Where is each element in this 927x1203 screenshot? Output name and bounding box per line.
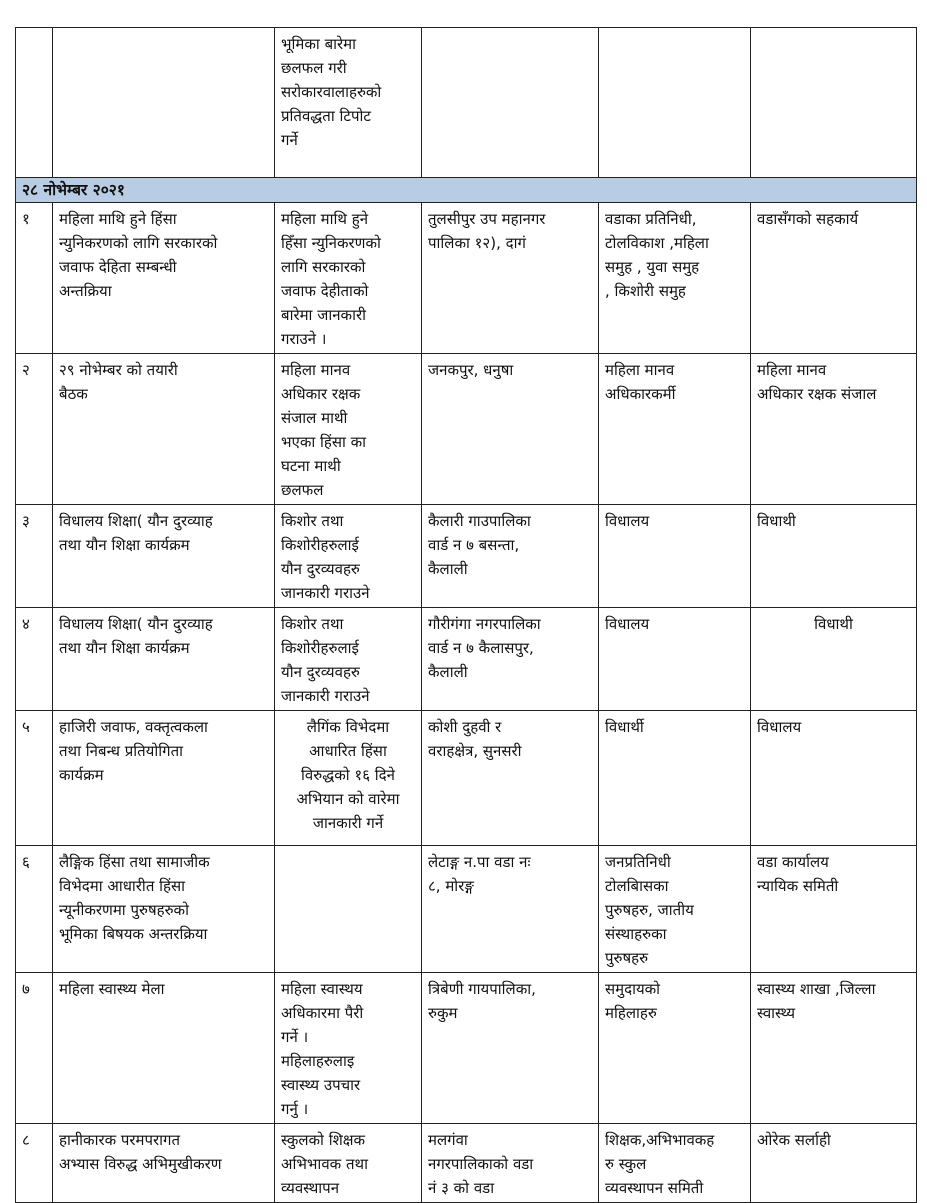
cell-activity: महिला स्वास्थ्य मेला: [53, 973, 275, 1124]
cell-location: मलगंवा नगरपालिकाको वडा नं ३ को वडा: [422, 1124, 599, 1203]
table-row: [16, 354, 917, 505]
activity-table: [15, 27, 917, 1203]
cell-participants: महिला मानव अधिकारकर्मी: [599, 354, 751, 505]
table-row: [16, 1124, 917, 1203]
table-row: [16, 28, 917, 178]
date-heading: २८ नोभेम्बर २०२१: [16, 178, 917, 203]
cell-activity: लैङ्गिक हिंसा तथा सामाजीक विभेदमा आधारीत हिंसा न्यूनीकरणमा पुरुषहरुको भूमिका बिषयक अन्तरक्रिया: [53, 846, 275, 973]
cell-objective: महिला मानव अधिकार रक्षक संजाल माथी भएका हिंसा का घटना माथी छलफल: [275, 354, 422, 505]
cell-partners: वडा कार्यालय न्यायिक समिती: [751, 846, 917, 973]
cell-number: ४: [16, 608, 53, 711]
cell-location: कोशी दुहवी र वराहक्षेत्र, सुनसरी: [422, 711, 599, 846]
cell-objective: किशोर तथा किशोरीहरुलाई यौन दुरव्यवहरु जानकारी गराउने: [275, 505, 422, 608]
cell-location: त्रिबेणी गायपालिका, रुकुम: [422, 973, 599, 1124]
cell-partners: [751, 28, 917, 178]
cell-number: २: [16, 354, 53, 505]
cell-partners: विधाथी: [751, 608, 917, 711]
cell-objective: भूमिका बारेमा छलफल गरी सरोकारवालाहरुको प्रतिवद्धता टिपोट गर्ने: [275, 28, 422, 178]
cell-objective: महिला माथि हुने हिँसा न्युनिकरणको लागि सरकारको जवाफ देहीताको बारेमा जानकारी गराउने ।: [275, 203, 422, 354]
cell-participants: विधालय: [599, 608, 751, 711]
cell-number: [16, 28, 53, 178]
cell-activity: हानीकारक परमपरागत अभ्यास विरुद्ध अभिमुखीकरण: [53, 1124, 275, 1203]
cell-objective: लैगिंक विभेदमा आधारित हिंसा विरुद्धको १६ दिने अभियान को वारेमा जानकारी गर्ने: [275, 711, 422, 846]
cell-activity: विधालय शिक्षा( यौन दुरव्याह तथा यौन शिक्षा कार्यक्रम: [53, 505, 275, 608]
cell-partners: विधालय: [751, 711, 917, 846]
cell-location: लेटाङ्ग न.पा वडा नः ८, मोरङ्ग: [422, 846, 599, 973]
cell-partners: महिला मानव अधिकार रक्षक संजाल: [751, 354, 917, 505]
cell-participants: शिक्षक,अभिभावकह रु स्कुल व्यवस्थापन समिती: [599, 1124, 751, 1203]
cell-activity: २९ नोभेम्बर को तयारी बैठक: [53, 354, 275, 505]
cell-location: तुलसीपुर उप महानगर पालिका १२), दागं: [422, 203, 599, 354]
cell-activity: महिला माथि हुने हिंसा न्युनिकरणको लागि सरकारको जवाफ देहिता सम्बन्धी अन्तक्रिया: [53, 203, 275, 354]
cell-number: ८: [16, 1124, 53, 1203]
cell-partners: विधाथी: [751, 505, 917, 608]
cell-location: जनकपुर, धनुषा: [422, 354, 599, 505]
cell-objective: [275, 846, 422, 973]
cell-objective: स्कुलको शिक्षक अभिभावक तथा व्यवस्थापन: [275, 1124, 422, 1203]
table-row: [16, 203, 917, 354]
cell-number: १: [16, 203, 53, 354]
cell-partners: ओरेक सर्लाही: [751, 1124, 917, 1203]
cell-number: ६: [16, 846, 53, 973]
cell-activity: [53, 28, 275, 178]
cell-partners: स्वास्थ्य शाखा ,जिल्ला स्वास्थ्य: [751, 973, 917, 1124]
cell-location: [422, 28, 599, 178]
cell-participants: विधालय: [599, 505, 751, 608]
cell-activity: हाजिरी जवाफ, वक्तृत्वकला तथा निबन्ध प्रतियोगिता कार्यक्रम: [53, 711, 275, 846]
cell-objective: किशोर तथा किशोरीहरुलाई यौन दुरव्यवहरु जानकारी गराउने: [275, 608, 422, 711]
cell-participants: वडाका प्रतिनिधी, टोलविकाश ,महिला समुह , युवा समुह , किशोरी समुह: [599, 203, 751, 354]
cell-activity: विधालय शिक्षा( यौन दुरव्याह तथा यौन शिक्षा कार्यक्रम: [53, 608, 275, 711]
table-row: [16, 505, 917, 608]
table-row: [16, 711, 917, 846]
cell-number: ३: [16, 505, 53, 608]
table-row: [16, 608, 917, 711]
cell-partners: वडासँगको सहकार्य: [751, 203, 917, 354]
table-row: [16, 846, 917, 973]
cell-participants: [599, 28, 751, 178]
cell-location: गौरीगंगा नगरपालिका वार्ड न ७ कैलासपुर, कैलाली: [422, 608, 599, 711]
date-heading-row: [16, 178, 917, 203]
table-row: [16, 973, 917, 1124]
cell-participants: समुदायको महिलाहरु: [599, 973, 751, 1124]
cell-participants: विधार्थी: [599, 711, 751, 846]
cell-location: कैलारी गाउपालिका वार्ड न ७ बसन्ता, कैलाली: [422, 505, 599, 608]
cell-participants: जनप्रतिनिधी टोलबिासका पुरुषहरु, जातीय संस्थाहरुका पुरुषहरु: [599, 846, 751, 973]
cell-objective: महिला स्वास्थय अधिकारमा पैरी गर्ने । महिलाहरुलाइ स्वास्थ्य उपचार गर्नु ।: [275, 973, 422, 1124]
cell-number: ५: [16, 711, 53, 846]
cell-number: ७: [16, 973, 53, 1124]
